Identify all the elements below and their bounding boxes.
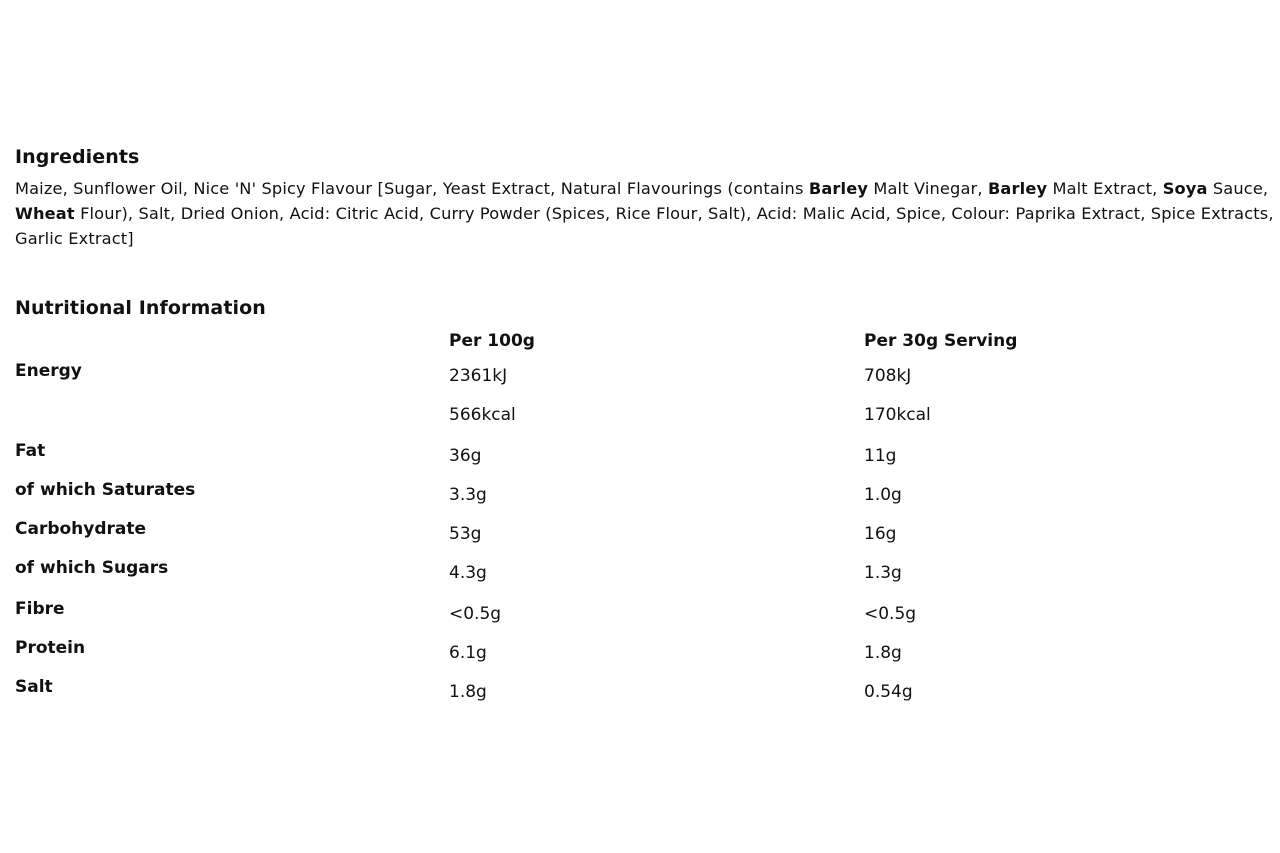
ingredients-segment: Flour), Salt, Dried Onion, Acid: Citric Acid, Curry Powder (Spices, Rice Flour, Salt), Acid: Malic Acid, Spice, Colour: Paprika Extract, Spice Extracts, Garlic Extract] (15, 204, 1274, 248)
row-label-fibre: Fibre (15, 599, 65, 619)
ingredients-allergen: Wheat (15, 204, 75, 223)
cell-protein-per100: 6.1g (449, 643, 487, 663)
cell-salt-per100: 1.8g (449, 682, 487, 702)
cell-energy-kcal-per100: 566kcal (449, 405, 516, 425)
ingredients-allergen: Barley (987, 179, 1048, 198)
ingredients-segment: Sauce, (1207, 179, 1269, 198)
ingredients-segment: Malt Extract, (1047, 179, 1163, 198)
ingredients-segment: Maize, Sunflower Oil, Nice 'N' Spicy Flavour [Sugar, Yeast Extract, Natural Flavourings (contains (15, 179, 809, 198)
row-label-saturates: of which Saturates (15, 480, 196, 500)
ingredients-allergen: Soya (1162, 179, 1208, 198)
cell-sugars-serving: 1.3g (864, 563, 902, 583)
cell-sugars-per100: 4.3g (449, 563, 487, 583)
cell-fibre-serving: <0.5g (864, 604, 917, 624)
row-label-protein: Protein (15, 638, 86, 658)
cell-fibre-per100: <0.5g (449, 604, 502, 624)
ingredients-text (15, 176, 1277, 251)
cell-energy-kj-per100: 2361kJ (449, 366, 508, 386)
row-label-salt: Salt (15, 677, 53, 697)
cell-carbohydrate-per100: 53g (449, 524, 482, 544)
ingredients-allergen: Barley (808, 179, 869, 198)
cell-saturates-per100: 3.3g (449, 485, 487, 505)
ingredients-heading: Ingredients (15, 146, 140, 168)
nutrition-heading: Nutritional Information (15, 297, 266, 319)
cell-salt-serving: 0.54g (864, 682, 913, 702)
cell-carbohydrate-serving: 16g (864, 524, 897, 544)
row-label-energy: Energy (15, 361, 82, 381)
column-header-per-serving: Per 30g Serving (864, 331, 1018, 351)
cell-saturates-serving: 1.0g (864, 485, 902, 505)
column-header-per-100g: Per 100g (449, 331, 535, 351)
cell-energy-kcal-serving: 170kcal (864, 405, 931, 425)
row-label-fat: Fat (15, 441, 46, 461)
row-label-carbohydrate: Carbohydrate (15, 519, 147, 539)
cell-fat-serving: 11g (864, 446, 897, 466)
cell-protein-serving: 1.8g (864, 643, 902, 663)
cell-fat-per100: 36g (449, 446, 482, 466)
row-label-sugars: of which Sugars (15, 558, 169, 578)
cell-energy-kj-serving: 708kJ (864, 366, 912, 386)
ingredients-segment: Malt Vinegar, (868, 179, 988, 198)
